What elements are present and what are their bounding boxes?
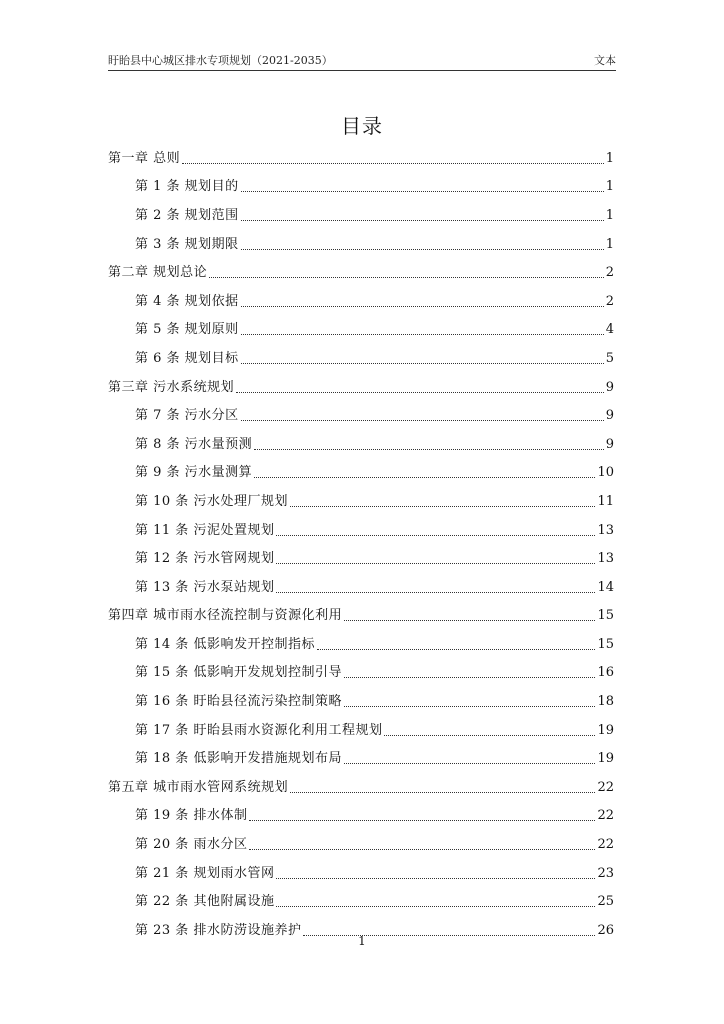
- toc-dot-leader: [249, 819, 595, 821]
- toc-entry-label: 第二章 规划总论: [108, 265, 208, 281]
- toc-article-entry[interactable]: [108, 430, 614, 459]
- toc-entry-label: 第 18 条 低影响开发措施规划布局: [135, 751, 342, 767]
- toc-entry-page: 15: [597, 636, 614, 652]
- toc-dot-leader: [290, 505, 596, 507]
- toc-entry-page: 1: [605, 207, 614, 223]
- toc-chapter-entry[interactable]: [108, 144, 614, 173]
- toc-dot-leader: [249, 848, 595, 850]
- toc-entry-page: 9: [605, 379, 614, 395]
- toc-article-entry[interactable]: [108, 716, 614, 745]
- toc-entry-label: 第 7 条 污水分区: [135, 408, 239, 424]
- toc-article-entry[interactable]: [108, 859, 614, 888]
- toc-entry-page: 26: [597, 922, 614, 938]
- toc-article-entry[interactable]: [108, 659, 614, 688]
- toc-dot-leader: [317, 648, 596, 650]
- toc-entry-label: 第一章 总则: [108, 150, 181, 166]
- toc-entry-page: 19: [597, 722, 614, 738]
- toc-chapter-entry[interactable]: [108, 373, 614, 402]
- toc-entry-label: 第 12 条 污水管网规划: [135, 551, 275, 567]
- toc-entry-label: 第 5 条 规划原则: [135, 322, 239, 338]
- header-doc-title: 盱眙县中心城区排水专项规划（2021-2035）: [108, 54, 333, 67]
- toc-entry-label: 第 16 条 盱眙县径流污染控制策略: [135, 694, 342, 710]
- toc-dot-leader: [241, 305, 604, 307]
- toc-article-entry[interactable]: [108, 830, 614, 859]
- toc-dot-leader: [276, 905, 595, 907]
- toc-entry-label: 第 13 条 污水泵站规划: [135, 579, 275, 595]
- toc-entry-page: 16: [597, 665, 614, 681]
- toc-entry-label: 第 22 条 其他附属设施: [135, 894, 275, 910]
- toc-entry-page: 2: [605, 265, 614, 281]
- toc-article-entry[interactable]: [108, 630, 614, 659]
- toc-entry-label: 第 15 条 低影响开发规划控制引导: [135, 665, 342, 681]
- toc-chapter-entry[interactable]: [108, 602, 614, 631]
- toc-dot-leader: [182, 162, 604, 164]
- toc-entry-label: 第 9 条 污水量测算: [135, 465, 253, 481]
- toc-article-entry[interactable]: [108, 516, 614, 545]
- toc-dot-leader: [241, 333, 604, 335]
- header-section-label: 文本: [594, 54, 616, 67]
- toc-dot-leader: [241, 219, 604, 221]
- toc-chapter-entry[interactable]: [108, 773, 614, 802]
- toc-entry-page: 13: [597, 522, 614, 538]
- toc-entry-label: 第 11 条 污泥处置规划: [135, 522, 275, 538]
- toc-entry-label: 第 6 条 规划目标: [135, 350, 239, 366]
- toc-dot-leader: [276, 562, 595, 564]
- toc-entry-label: 第 2 条 规划范围: [135, 207, 239, 223]
- toc-dot-leader: [241, 248, 604, 250]
- toc-entry-label: 第 23 条 排水防涝设施养护: [135, 922, 302, 938]
- toc-dot-leader: [209, 276, 604, 278]
- toc-entry-page: 1: [605, 179, 614, 195]
- toc-dot-leader: [254, 476, 595, 478]
- toc-entry-page: 22: [597, 837, 614, 853]
- page-header: [108, 52, 616, 68]
- toc-entry-page: 1: [605, 236, 614, 252]
- toc-article-entry[interactable]: [108, 487, 614, 516]
- toc-dot-leader: [344, 676, 596, 678]
- toc-chapter-entry[interactable]: [108, 258, 614, 287]
- toc-entry-page: 15: [597, 608, 614, 624]
- toc-entry-page: 2: [605, 293, 614, 309]
- page-title: 目录: [341, 114, 383, 138]
- toc-article-entry[interactable]: [108, 316, 614, 345]
- toc-entry-page: 11: [597, 493, 614, 509]
- toc-dot-leader: [344, 762, 596, 764]
- toc-article-entry[interactable]: [108, 230, 614, 259]
- toc-entry-page: 23: [597, 865, 614, 881]
- toc-entry-label: 第三章 污水系统规划: [108, 379, 235, 395]
- toc-entry-page: 5: [605, 350, 614, 366]
- toc-article-entry[interactable]: [108, 544, 614, 573]
- toc-entry-page: 22: [597, 808, 614, 824]
- toc-article-entry[interactable]: [108, 401, 614, 430]
- toc-dot-leader: [276, 591, 595, 593]
- toc-article-entry[interactable]: [108, 687, 614, 716]
- toc-entry-page: 19: [597, 751, 614, 767]
- toc-entry-label: 第 20 条 雨水分区: [135, 837, 248, 853]
- toc-entry-page: 14: [597, 579, 614, 595]
- toc-entry-label: 第 4 条 规划依据: [135, 293, 239, 309]
- toc-entry-label: 第四章 城市雨水径流控制与资源化利用: [108, 608, 343, 624]
- toc-entry-page: 13: [597, 551, 614, 567]
- toc-dot-leader: [241, 190, 604, 192]
- toc-dot-leader: [344, 619, 595, 621]
- toc-dot-leader: [384, 734, 595, 736]
- toc-entry-page: 1: [605, 150, 614, 166]
- toc-entry-label: 第 19 条 排水体制: [135, 808, 248, 824]
- toc-entry-label: 第 10 条 污水处理厂规划: [135, 493, 288, 509]
- toc-dot-leader: [276, 534, 595, 536]
- toc-article-entry[interactable]: [108, 201, 614, 230]
- toc-entry-label: 第 1 条 规划目的: [135, 179, 239, 195]
- toc-dot-leader: [236, 391, 604, 393]
- toc-entry-page: 9: [605, 408, 614, 424]
- toc-entry-page: 18: [597, 694, 614, 710]
- toc-article-entry[interactable]: [108, 287, 614, 316]
- toc-entry-page: 4: [605, 322, 614, 338]
- toc-entry-label: 第 14 条 低影响发开控制指标: [135, 636, 315, 652]
- toc-entry-label: 第 21 条 规划雨水管网: [135, 865, 275, 881]
- toc-dot-leader: [241, 419, 604, 421]
- toc-article-entry[interactable]: [108, 459, 614, 488]
- toc-entry-label: 第五章 城市雨水管网系统规划: [108, 779, 289, 795]
- header-divider: [108, 70, 616, 71]
- toc-article-entry[interactable]: [108, 573, 614, 602]
- toc-dot-leader: [344, 705, 596, 707]
- toc-dot-leader: [241, 362, 604, 364]
- toc-article-entry[interactable]: [108, 802, 614, 831]
- toc-entry-page: 9: [605, 436, 614, 452]
- toc-entry-label: 第 3 条 规划期限: [135, 236, 239, 252]
- toc-entry-page: 22: [597, 779, 614, 795]
- toc-entry-page: 10: [597, 465, 614, 481]
- toc-entry-page: 25: [597, 894, 614, 910]
- toc-article-entry[interactable]: [108, 744, 614, 773]
- toc-article-entry[interactable]: [108, 887, 614, 916]
- toc-dot-leader: [276, 877, 595, 879]
- toc-entry-label: 第 8 条 污水量预测: [135, 436, 253, 452]
- toc-article-entry[interactable]: [108, 344, 614, 373]
- toc-dot-leader: [290, 791, 595, 793]
- toc-entry-label: 第 17 条 盱眙县雨水资源化利用工程规划: [135, 722, 383, 738]
- table-of-contents: [108, 144, 614, 945]
- page-number: 1: [358, 934, 366, 948]
- toc-article-entry[interactable]: [108, 173, 614, 202]
- toc-dot-leader: [254, 448, 604, 450]
